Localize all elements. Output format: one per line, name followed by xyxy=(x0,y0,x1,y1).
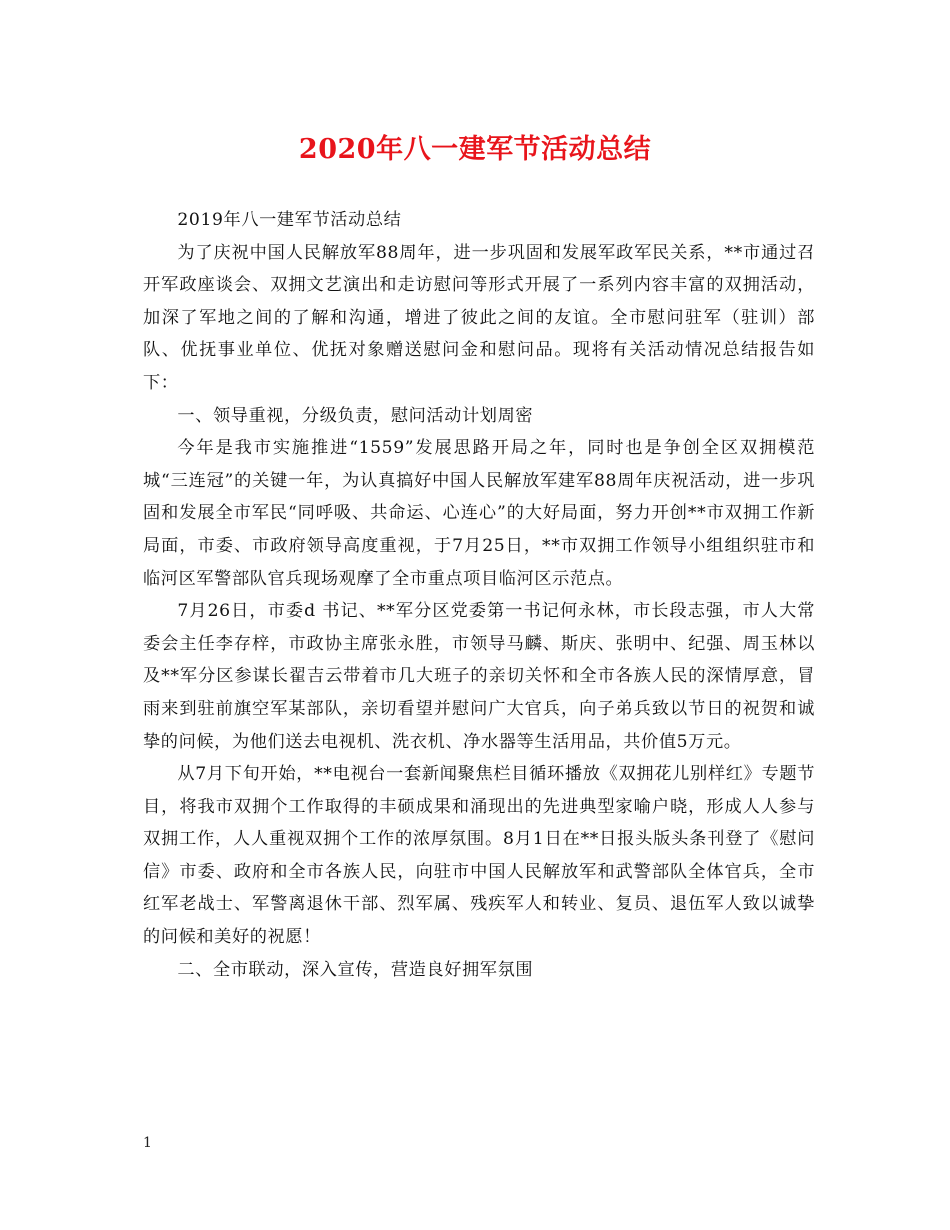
document-body xyxy=(143,204,815,986)
paragraph-body: 从7月下旬开始，**电视台一套新闻聚焦栏目循环播放《双拥花儿别样红》专题节目，将我市双拥个工作取得的丰硕成果和涌现出的先进典型家喻户晓，形成人人参与双拥工作，人人重视双拥个工作的浓厚氛围。8月1日在**日报头版头条刊登了《慰问信》市委、政府和全市各族人民，向驻市中国人民解放军和武警部队全体官兵，全市红军老战士、军警离退休干部、烈军属、残疾军人和转业、复员、退伍军人致以诚挚的问候和美好的祝愿！ xyxy=(143,764,815,948)
paragraph-subtitle: 2019年八一建军节活动总结 xyxy=(177,210,402,230)
section-heading-1: 一、领导重视，分级负责，慰问活动计划周密 xyxy=(177,405,534,426)
document-title: 2020年八一建军节活动总结 xyxy=(298,134,652,165)
page-number: 1 xyxy=(143,1135,152,1151)
paragraph-body: 今年是我市实施推进“1559”发展思路开局之年，同时也是争创全区双拥模范城“三连冠”的关键一年，为认真搞好中国人民解放军建军88周年庆祝活动，进一步巩固和发展全市军民“同呼吸、共命运、心连心”的大好局面，努力开创**市双拥工作新局面，市委、市政府领导高度重视，于7月25日，**市双拥工作领导小组组织驻市和临河区军警部队官兵现场观摩了全市重点项目临河区示范点。 xyxy=(143,438,815,589)
paragraph-body: 7月26日，市委d 书记、**军分区党委第一书记何永林，市长段志强，市人大常委会主任李存梓，市政协主席张永胜，市领导马麟、斯庆、张明中、纪强、周玉林以及**军分区参谋长翟吉云带着市几大班子的亲切关怀和全市各族人民的深情厚意，冒雨来到驻前旗空军某部队，亲切看望并慰问广大官兵，向子弟兵致以节日的祝贺和诚挚的问候，为他们送去电视机、洗衣机、净水器等生活用品，共价值5万元。 xyxy=(143,601,815,752)
section-heading-2: 二、全市联动，深入宣传，营造良好拥军氛围 xyxy=(177,959,534,980)
paragraph-intro: 为了庆祝中国人民解放军88周年，进一步巩固和发展军政军民关系，**市通过召开军政座谈会、双拥文艺演出和走访慰问等形式开展了一系列内容丰富的双拥活动，加深了军地之间的了解和沟通，增进了彼此之间的友谊。全市慰问驻军（驻训）部队、优抚事业单位、优抚对象赠送慰问金和慰问品。现将有关活动情况总结报告如下： xyxy=(143,242,815,393)
